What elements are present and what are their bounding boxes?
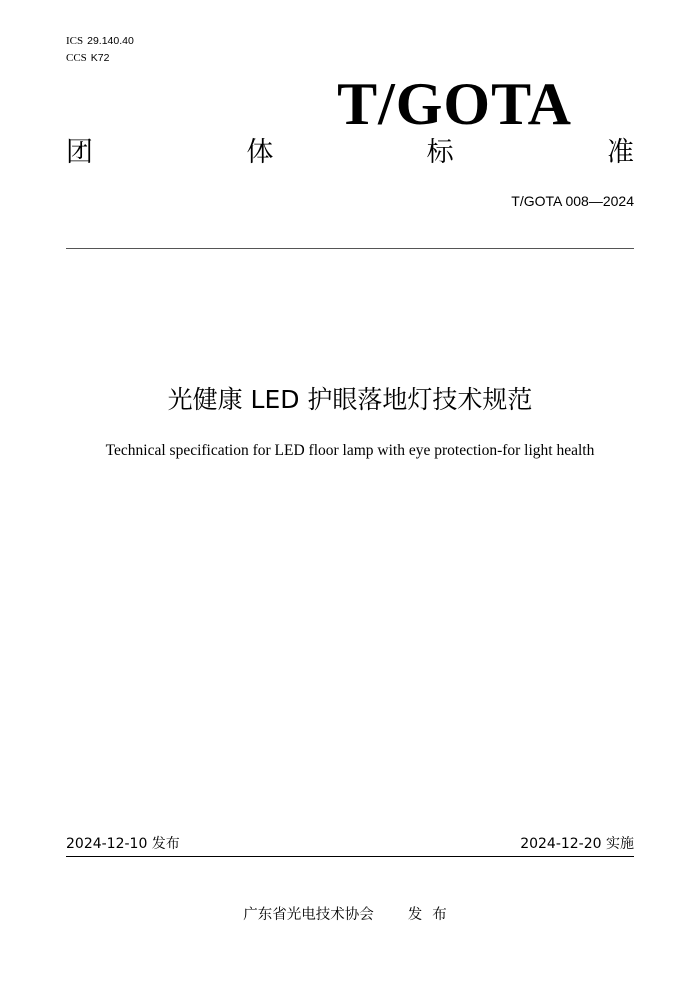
publisher-name: 广东省光电技术协会 [243, 907, 374, 923]
ics-label: ICS [66, 35, 84, 47]
standard-number: T/GOTA 008—2024 [511, 193, 634, 209]
ccs-value: K72 [90, 52, 110, 64]
publisher-line [0, 905, 700, 925]
ccs-code-line [66, 51, 134, 65]
category-char-4: 准 [606, 137, 634, 168]
publish-action: 发布 [407, 907, 457, 923]
category-char-1: 团 [66, 137, 93, 168]
document-title-english: Technical specification for LED floor lamp with eye protection-for light health [105, 442, 595, 459]
classification-codes [66, 34, 134, 65]
category-char-2: 体 [246, 137, 274, 168]
ics-value: 29.140.40 [87, 35, 134, 47]
ccs-label: CCS [66, 52, 87, 64]
footer-divider [66, 856, 634, 857]
issue-date: 2024-12-10 发布 [66, 836, 180, 852]
document-title-chinese: 光健康 LED 护眼落地灯技术规范 [167, 385, 533, 414]
implementation-date: 2024-12-20 实施 [520, 836, 634, 852]
standard-category [66, 136, 634, 170]
category-char-3: 标 [426, 137, 454, 168]
header-divider [66, 248, 634, 249]
ics-code-line [66, 34, 134, 48]
organization-code: T/GOTA [337, 71, 572, 137]
